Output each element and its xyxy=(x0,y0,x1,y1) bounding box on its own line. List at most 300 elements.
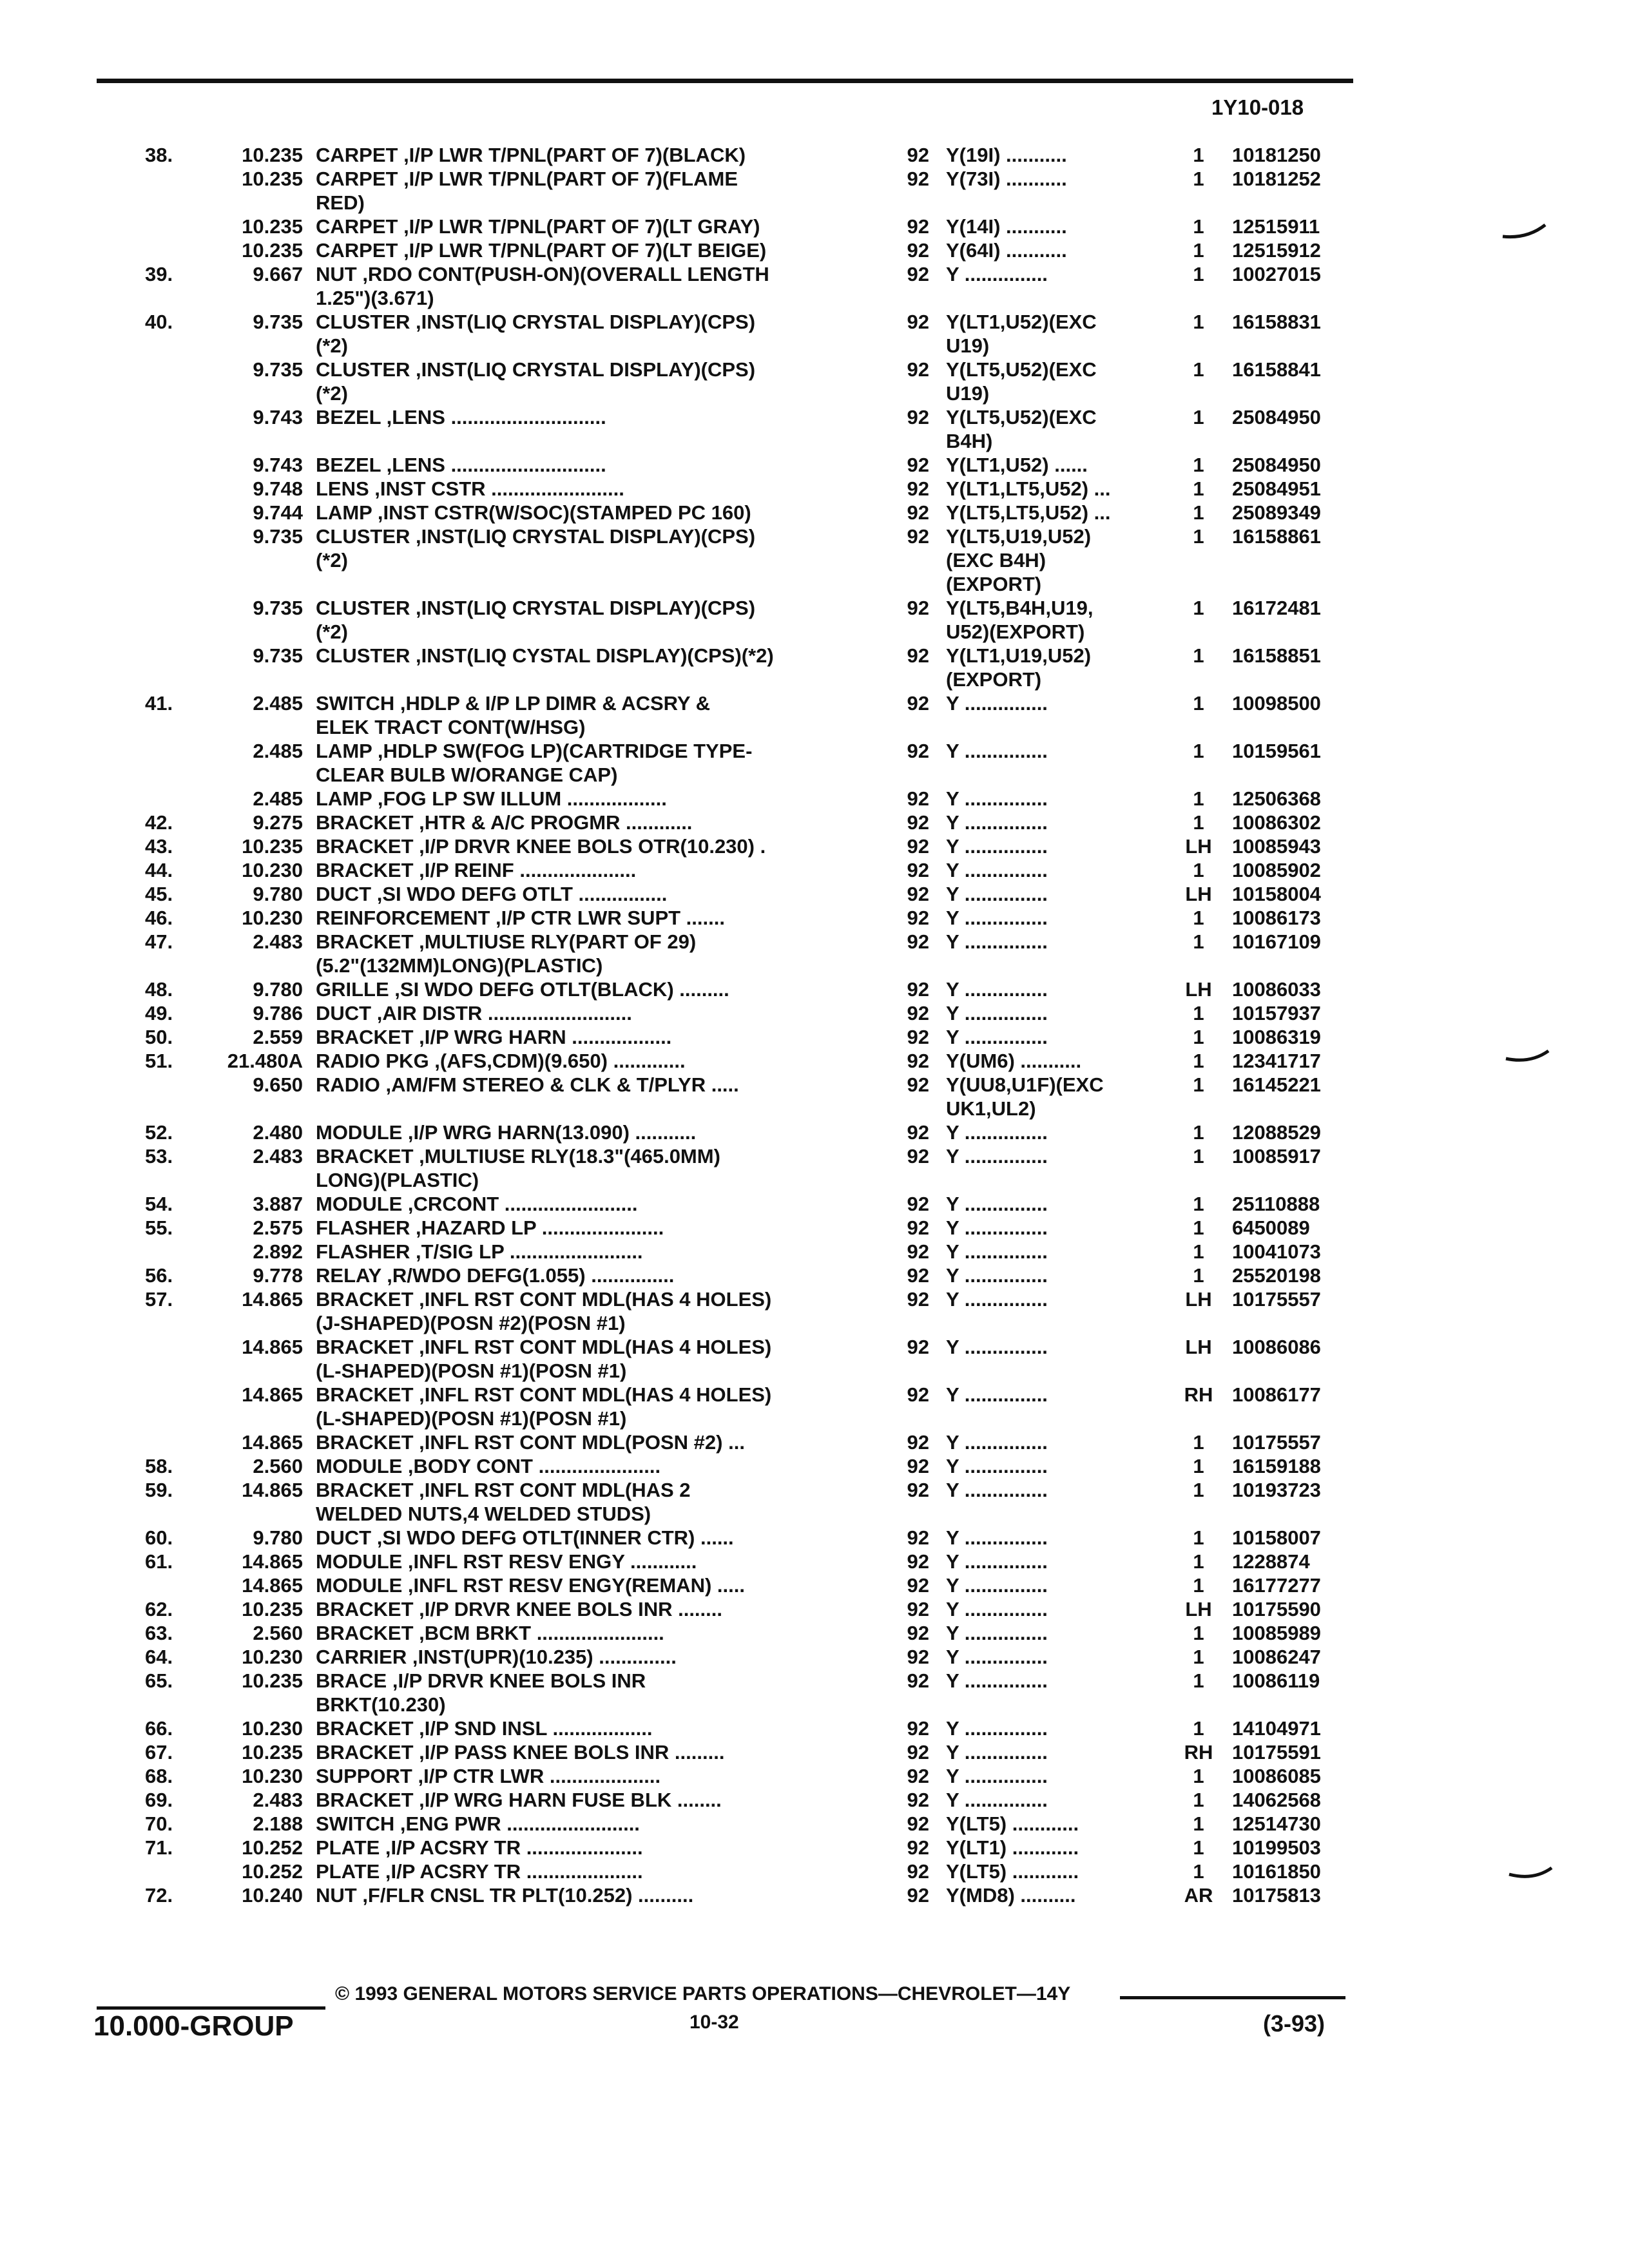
table-row xyxy=(0,1836,1629,1860)
part-description: MODULE ,I/P WRG HARN(13.090) ........... xyxy=(316,1121,697,1144)
table-row xyxy=(0,1883,1629,1907)
ref-number: 68. xyxy=(145,1765,173,1787)
table-row xyxy=(0,262,1629,286)
model-year: 92 xyxy=(907,787,929,810)
part-description: NUT ,RDO CONT(PUSH-ON)(OVERALL LENGTH xyxy=(316,263,769,285)
ref-number: 71. xyxy=(145,1836,173,1859)
part-number: 10085917 xyxy=(1232,1145,1321,1168)
group-number: 9.786 xyxy=(253,1002,303,1024)
model-year: 92 xyxy=(907,1765,929,1787)
table-row xyxy=(0,811,1629,834)
model-codes: Y ............... xyxy=(946,1669,1048,1692)
group-number: 2.560 xyxy=(253,1455,303,1477)
ref-number: 67. xyxy=(145,1741,173,1763)
quantity: LH xyxy=(1185,883,1212,905)
group-number: 10.235 xyxy=(242,144,303,166)
part-number: 10086247 xyxy=(1232,1646,1321,1668)
table-row xyxy=(0,858,1629,882)
model-year: 92 xyxy=(907,835,929,858)
model-codes: Y ............... xyxy=(946,1288,1048,1311)
model-year: 92 xyxy=(907,1812,929,1835)
table-row xyxy=(0,1693,1629,1716)
table-row xyxy=(0,596,1629,620)
model-year: 92 xyxy=(907,1193,929,1215)
model-codes: Y ............... xyxy=(946,1741,1048,1763)
table-row xyxy=(0,1287,1629,1311)
model-codes: (EXPORT) xyxy=(946,668,1042,691)
part-description: BRKT(10.230) xyxy=(316,1693,446,1716)
part-number: 10157937 xyxy=(1232,1002,1321,1024)
group-number: 9.780 xyxy=(253,978,303,1001)
part-number: 10159561 xyxy=(1232,740,1321,762)
part-description: CARRIER ,INST(UPR)(10.235) .............. xyxy=(316,1646,677,1668)
ref-number: 50. xyxy=(145,1026,173,1048)
model-codes: UK1,UL2) xyxy=(946,1097,1036,1120)
group-number: 2.480 xyxy=(253,1121,303,1144)
table-row xyxy=(0,238,1629,262)
quantity: 1 xyxy=(1193,740,1204,762)
part-description: (*2) xyxy=(316,549,348,572)
table-row xyxy=(0,1812,1629,1836)
part-description: LAMP ,INST CSTR(W/SOC)(STAMPED PC 160) xyxy=(316,501,751,524)
quantity: RH xyxy=(1184,1741,1213,1763)
part-number: 10086033 xyxy=(1232,978,1321,1001)
part-description: BEZEL ,LENS ............................ xyxy=(316,406,606,428)
table-row xyxy=(0,1168,1629,1192)
model-codes: Y ............... xyxy=(946,1431,1048,1454)
quantity: 1 xyxy=(1193,501,1204,524)
model-year: 92 xyxy=(907,859,929,881)
model-year: 92 xyxy=(907,883,929,905)
model-codes: Y(14I) ........... xyxy=(946,215,1067,238)
part-number: 10181252 xyxy=(1232,168,1321,190)
part-number: 16158861 xyxy=(1232,525,1321,548)
table-row xyxy=(0,1216,1629,1240)
model-codes: B4H) xyxy=(946,430,993,452)
model-codes: Y ............... xyxy=(946,1717,1048,1740)
model-year: 92 xyxy=(907,907,929,929)
ref-number: 69. xyxy=(145,1789,173,1811)
model-year: 92 xyxy=(907,692,929,715)
part-description: CLUSTER ,INST(LIQ CRYSTAL DISPLAY)(CPS) xyxy=(316,358,756,381)
table-row xyxy=(0,977,1629,1001)
table-row xyxy=(0,1311,1629,1335)
ref-number: 72. xyxy=(145,1884,173,1907)
ref-number: 56. xyxy=(145,1264,173,1287)
table-row xyxy=(0,954,1629,977)
table-row xyxy=(0,1478,1629,1502)
part-description: ELEK TRACT CONT(W/HSG) xyxy=(316,716,586,738)
table-row xyxy=(0,215,1629,238)
quantity: 1 xyxy=(1193,1526,1204,1549)
part-number: 10175813 xyxy=(1232,1884,1321,1907)
model-year: 92 xyxy=(907,1431,929,1454)
quantity: 1 xyxy=(1193,1121,1204,1144)
group-number: 2.485 xyxy=(253,692,303,715)
part-description: BRACKET ,I/P REINF ..................... xyxy=(316,859,637,881)
model-year: 92 xyxy=(907,1336,929,1358)
model-year: 92 xyxy=(907,1598,929,1620)
model-codes: Y ............... xyxy=(946,263,1048,285)
quantity: 1 xyxy=(1193,311,1204,333)
model-codes: U19) xyxy=(946,382,990,405)
quantity: 1 xyxy=(1193,1193,1204,1215)
model-year: 92 xyxy=(907,1073,929,1096)
part-description: LENS ,INST CSTR ........................ xyxy=(316,477,624,500)
model-codes: Y(LT5,U52)(EXC xyxy=(946,406,1097,428)
group-number: 2.483 xyxy=(253,1789,303,1811)
model-codes: Y(LT5,U19,U52) xyxy=(946,525,1092,548)
model-year: 92 xyxy=(907,239,929,262)
quantity: 1 xyxy=(1193,859,1204,881)
group-number: 14.865 xyxy=(242,1550,303,1573)
part-description: WELDED NUTS,4 WELDED STUDS) xyxy=(316,1503,651,1525)
table-row xyxy=(0,501,1629,524)
table-row xyxy=(0,477,1629,501)
model-year: 92 xyxy=(907,644,929,667)
group-number: 2.485 xyxy=(253,740,303,762)
model-codes: Y ............... xyxy=(946,1550,1048,1573)
part-description: BRACKET ,BCM BRKT ....................... xyxy=(316,1622,664,1644)
group-number: 9.735 xyxy=(253,597,303,619)
model-year: 92 xyxy=(907,930,929,953)
part-description: BRACKET ,I/P SND INSL .................. xyxy=(316,1717,653,1740)
part-number: 25089349 xyxy=(1232,501,1321,524)
table-row xyxy=(0,1573,1629,1597)
group-number: 10.235 xyxy=(242,1598,303,1620)
model-codes: Y ............... xyxy=(946,1646,1048,1668)
group-number: 10.252 xyxy=(242,1836,303,1859)
part-number: 25084950 xyxy=(1232,454,1321,476)
model-year: 92 xyxy=(907,501,929,524)
quantity: 1 xyxy=(1193,406,1204,428)
table-row xyxy=(0,1359,1629,1383)
part-number: 25520198 xyxy=(1232,1264,1321,1287)
footer-rule-left xyxy=(97,2006,325,2010)
model-codes: Y(LT1,U52) ...... xyxy=(946,454,1088,476)
quantity: 1 xyxy=(1193,597,1204,619)
group-number: 9.735 xyxy=(253,644,303,667)
table-row xyxy=(0,1764,1629,1788)
model-year: 92 xyxy=(907,1479,929,1501)
model-year: 92 xyxy=(907,311,929,333)
table-row xyxy=(0,1025,1629,1049)
part-description: PLATE ,I/P ACSRY TR ..................... xyxy=(316,1860,643,1883)
quantity: 1 xyxy=(1193,1264,1204,1287)
model-year: 92 xyxy=(907,1860,929,1883)
quantity: LH xyxy=(1185,835,1212,858)
model-codes: Y ............... xyxy=(946,1789,1048,1811)
model-year: 92 xyxy=(907,1002,929,1024)
model-codes: Y(UU8,U1F)(EXC xyxy=(946,1073,1104,1096)
table-row xyxy=(0,620,1629,644)
group-number: 9.778 xyxy=(253,1264,303,1287)
part-description: CLEAR BULB W/ORANGE CAP) xyxy=(316,764,618,786)
table-row xyxy=(0,1097,1629,1120)
table-row xyxy=(0,1597,1629,1621)
part-number: 12514730 xyxy=(1232,1812,1321,1835)
model-codes: U52)(EXPORT) xyxy=(946,620,1085,643)
model-year: 92 xyxy=(907,1264,929,1287)
model-codes: Y ............... xyxy=(946,1026,1048,1048)
ref-number: 45. xyxy=(145,883,173,905)
quantity: LH xyxy=(1185,1336,1212,1358)
model-year: 92 xyxy=(907,215,929,238)
model-year: 92 xyxy=(907,597,929,619)
table-row xyxy=(0,1669,1629,1693)
part-description: BRACKET ,MULTIUSE RLY(PART OF 29) xyxy=(316,930,697,953)
part-description: (*2) xyxy=(316,620,348,643)
part-description: (L-SHAPED)(POSN #1)(POSN #1) xyxy=(316,1360,627,1382)
table-row xyxy=(0,739,1629,763)
footer-rule-right xyxy=(1120,1996,1345,1999)
part-description: LAMP ,HDLP SW(FOG LP)(CARTRIDGE TYPE- xyxy=(316,740,753,762)
quantity: 1 xyxy=(1193,1646,1204,1668)
part-number: 12088529 xyxy=(1232,1121,1321,1144)
group-number: 2.892 xyxy=(253,1240,303,1263)
model-codes: Y(LT5,LT5,U52) ... xyxy=(946,501,1111,524)
part-description: BRACKET ,INFL RST CONT MDL(POSN #2) ... xyxy=(316,1431,745,1454)
table-row xyxy=(0,167,1629,191)
ref-number: 53. xyxy=(145,1145,173,1168)
model-year: 92 xyxy=(907,740,929,762)
footer-copyright: © 1993 GENERAL MOTORS SERVICE PARTS OPERATIONS—CHEVROLET—14Y xyxy=(335,1983,1071,2004)
model-codes: Y(LT5,B4H,U19, xyxy=(946,597,1094,619)
part-description: (*2) xyxy=(316,382,348,405)
quantity: 1 xyxy=(1193,1765,1204,1787)
part-description: RELAY ,R/WDO DEFG(1.055) ............... xyxy=(316,1264,675,1287)
ref-number: 60. xyxy=(145,1526,173,1549)
quantity: 1 xyxy=(1193,1479,1204,1501)
part-number: 16158851 xyxy=(1232,644,1321,667)
model-codes: Y ............... xyxy=(946,787,1048,810)
quantity: 1 xyxy=(1193,1812,1204,1835)
group-number: 10.230 xyxy=(242,1717,303,1740)
group-number: 9.743 xyxy=(253,406,303,428)
model-codes: Y(LT5,U52)(EXC xyxy=(946,358,1097,381)
model-codes: Y ............... xyxy=(946,1574,1048,1597)
part-number: 12506368 xyxy=(1232,787,1321,810)
part-number: 10167109 xyxy=(1232,930,1321,953)
part-description: MODULE ,CRCONT ........................ xyxy=(316,1193,638,1215)
model-year: 92 xyxy=(907,1026,929,1048)
part-number: 10041073 xyxy=(1232,1240,1321,1263)
table-row xyxy=(0,787,1629,811)
ref-number: 57. xyxy=(145,1288,173,1311)
part-description: BRACKET ,I/P PASS KNEE BOLS INR ......... xyxy=(316,1741,725,1763)
model-year: 92 xyxy=(907,1145,929,1168)
part-number: 10175557 xyxy=(1232,1288,1321,1311)
ref-number: 43. xyxy=(145,835,173,858)
table-row xyxy=(0,1240,1629,1264)
model-codes: Y ............... xyxy=(946,1765,1048,1787)
part-number: 10175590 xyxy=(1232,1598,1321,1620)
table-row xyxy=(0,429,1629,453)
table-row xyxy=(0,882,1629,906)
table-row xyxy=(0,1860,1629,1883)
group-number: 10.235 xyxy=(242,1669,303,1692)
quantity: 1 xyxy=(1193,239,1204,262)
parts-table xyxy=(0,143,1629,1907)
part-description: BRACKET ,INFL RST CONT MDL(HAS 4 HOLES) xyxy=(316,1336,772,1358)
quantity: 1 xyxy=(1193,907,1204,929)
ref-number: 63. xyxy=(145,1622,173,1644)
ref-number: 61. xyxy=(145,1550,173,1573)
part-description: SUPPORT ,I/P CTR LWR .................... xyxy=(316,1765,661,1787)
ref-number: 65. xyxy=(145,1669,173,1692)
group-number: 10.235 xyxy=(242,168,303,190)
group-number: 2.483 xyxy=(253,930,303,953)
ref-number: 54. xyxy=(145,1193,173,1215)
table-row xyxy=(0,930,1629,954)
table-row xyxy=(0,1073,1629,1097)
table-row xyxy=(0,1621,1629,1645)
part-number: 10193723 xyxy=(1232,1479,1321,1501)
part-number: 10158007 xyxy=(1232,1526,1321,1549)
quantity: 1 xyxy=(1193,1789,1204,1811)
part-number: 14062568 xyxy=(1232,1789,1321,1811)
model-year: 92 xyxy=(907,1622,929,1644)
group-number: 9.275 xyxy=(253,811,303,834)
table-row xyxy=(0,1454,1629,1478)
model-codes: Y(19I) ........... xyxy=(946,144,1067,166)
part-description: BRACKET ,I/P WRG HARN FUSE BLK ........ xyxy=(316,1789,722,1811)
model-year: 92 xyxy=(907,263,929,285)
group-number: 9.650 xyxy=(253,1073,303,1096)
table-row xyxy=(0,1192,1629,1216)
quantity: LH xyxy=(1185,1598,1212,1620)
part-description: (*2) xyxy=(316,334,348,357)
quantity: 1 xyxy=(1193,525,1204,548)
model-year: 92 xyxy=(907,1288,929,1311)
part-description: BRACKET ,I/P WRG HARN .................. xyxy=(316,1026,672,1048)
model-codes: Y(LT5) ............ xyxy=(946,1860,1079,1883)
model-codes: Y ............... xyxy=(946,1526,1048,1549)
top-rule xyxy=(97,79,1353,83)
model-codes: (EXC B4H) xyxy=(946,549,1046,572)
table-row xyxy=(0,1550,1629,1573)
ref-number: 40. xyxy=(145,311,173,333)
part-description: RADIO PKG ,(AFS,CDM)(9.650) ............. xyxy=(316,1050,686,1072)
model-codes: Y ............... xyxy=(946,978,1048,1001)
part-number: 10027015 xyxy=(1232,263,1321,285)
quantity: 1 xyxy=(1193,1860,1204,1883)
quantity: 1 xyxy=(1193,144,1204,166)
ref-number: 41. xyxy=(145,692,173,715)
quantity: LH xyxy=(1185,1288,1212,1311)
part-description: FLASHER ,T/SIG LP ........................ xyxy=(316,1240,643,1263)
table-row xyxy=(0,906,1629,930)
part-description: (5.2"(132MM)LONG)(PLASTIC) xyxy=(316,954,603,977)
quantity: 1 xyxy=(1193,644,1204,667)
part-description: RADIO ,AM/FM STEREO & CLK & T/PLYR ..... xyxy=(316,1073,739,1096)
model-codes: Y ............... xyxy=(946,811,1048,834)
group-number: 3.887 xyxy=(253,1193,303,1215)
group-number: 9.735 xyxy=(253,358,303,381)
model-year: 92 xyxy=(907,1574,929,1597)
model-year: 92 xyxy=(907,1526,929,1549)
group-number: 14.865 xyxy=(242,1336,303,1358)
quantity: 1 xyxy=(1193,215,1204,238)
ref-number: 51. xyxy=(145,1050,173,1072)
table-row xyxy=(0,1001,1629,1025)
model-year: 92 xyxy=(907,358,929,381)
table-row xyxy=(0,1264,1629,1287)
model-codes: Y ............... xyxy=(946,1240,1048,1263)
part-description: CLUSTER ,INST(LIQ CRYSTAL DISPLAY)(CPS) xyxy=(316,597,756,619)
ref-number: 55. xyxy=(145,1216,173,1239)
part-description: (L-SHAPED)(POSN #1)(POSN #1) xyxy=(316,1407,627,1430)
table-row xyxy=(0,572,1629,596)
part-number: 12515912 xyxy=(1232,239,1321,262)
part-number: 10181250 xyxy=(1232,144,1321,166)
ref-number: 52. xyxy=(145,1121,173,1144)
table-row xyxy=(0,548,1629,572)
table-row xyxy=(0,668,1629,691)
group-number: 10.230 xyxy=(242,1765,303,1787)
part-number: 10199503 xyxy=(1232,1836,1321,1859)
model-codes: Y ............... xyxy=(946,1193,1048,1215)
model-codes: (EXPORT) xyxy=(946,573,1042,595)
part-description: MODULE ,INFL RST RESV ENGY(REMAN) ..... xyxy=(316,1574,745,1597)
group-number: 10.230 xyxy=(242,859,303,881)
group-number: 14.865 xyxy=(242,1574,303,1597)
model-year: 92 xyxy=(907,1121,929,1144)
model-year: 92 xyxy=(907,1240,929,1263)
part-number: 10175591 xyxy=(1232,1741,1321,1763)
table-row xyxy=(0,334,1629,358)
table-row xyxy=(0,453,1629,477)
table-row xyxy=(0,1740,1629,1764)
part-description: REINFORCEMENT ,I/P CTR LWR SUPT ....... xyxy=(316,907,725,929)
group-number: 14.865 xyxy=(242,1288,303,1311)
quantity: 1 xyxy=(1193,1669,1204,1692)
model-year: 92 xyxy=(907,1455,929,1477)
part-number: 1228874 xyxy=(1232,1550,1310,1573)
part-description: SWITCH ,ENG PWR ........................ xyxy=(316,1812,640,1835)
model-year: 92 xyxy=(907,811,929,834)
part-number: 10086302 xyxy=(1232,811,1321,834)
table-row xyxy=(0,834,1629,858)
part-description: BRACE ,I/P DRVR KNEE BOLS INR xyxy=(316,1669,646,1692)
model-year: 92 xyxy=(907,1216,929,1239)
model-year: 92 xyxy=(907,525,929,548)
part-number: 25084950 xyxy=(1232,406,1321,428)
model-codes: Y ............... xyxy=(946,1002,1048,1024)
part-number: 6450089 xyxy=(1232,1216,1310,1239)
part-description: GRILLE ,SI WDO DEFG OTLT(BLACK) ......... xyxy=(316,978,729,1001)
part-number: 10161850 xyxy=(1232,1860,1321,1883)
table-row xyxy=(0,1645,1629,1669)
group-number: 2.559 xyxy=(253,1026,303,1048)
table-row xyxy=(0,381,1629,405)
quantity: 1 xyxy=(1193,1145,1204,1168)
part-description: CARPET ,I/P LWR T/PNL(PART OF 7)(BLACK) xyxy=(316,144,746,166)
quantity: 1 xyxy=(1193,263,1204,285)
footer-page-number: 10-32 xyxy=(689,2012,739,2033)
table-row xyxy=(0,1502,1629,1526)
model-codes: Y ............... xyxy=(946,907,1048,929)
model-codes: Y(UM6) ........... xyxy=(946,1050,1082,1072)
model-codes: Y(LT5) ............ xyxy=(946,1812,1079,1835)
group-number: 9.780 xyxy=(253,1526,303,1549)
quantity: 1 xyxy=(1193,1622,1204,1644)
model-codes: Y(73I) ........... xyxy=(946,168,1067,190)
quantity: 1 xyxy=(1193,358,1204,381)
quantity: 1 xyxy=(1193,454,1204,476)
group-number: 10.235 xyxy=(242,215,303,238)
group-number: 9.743 xyxy=(253,454,303,476)
